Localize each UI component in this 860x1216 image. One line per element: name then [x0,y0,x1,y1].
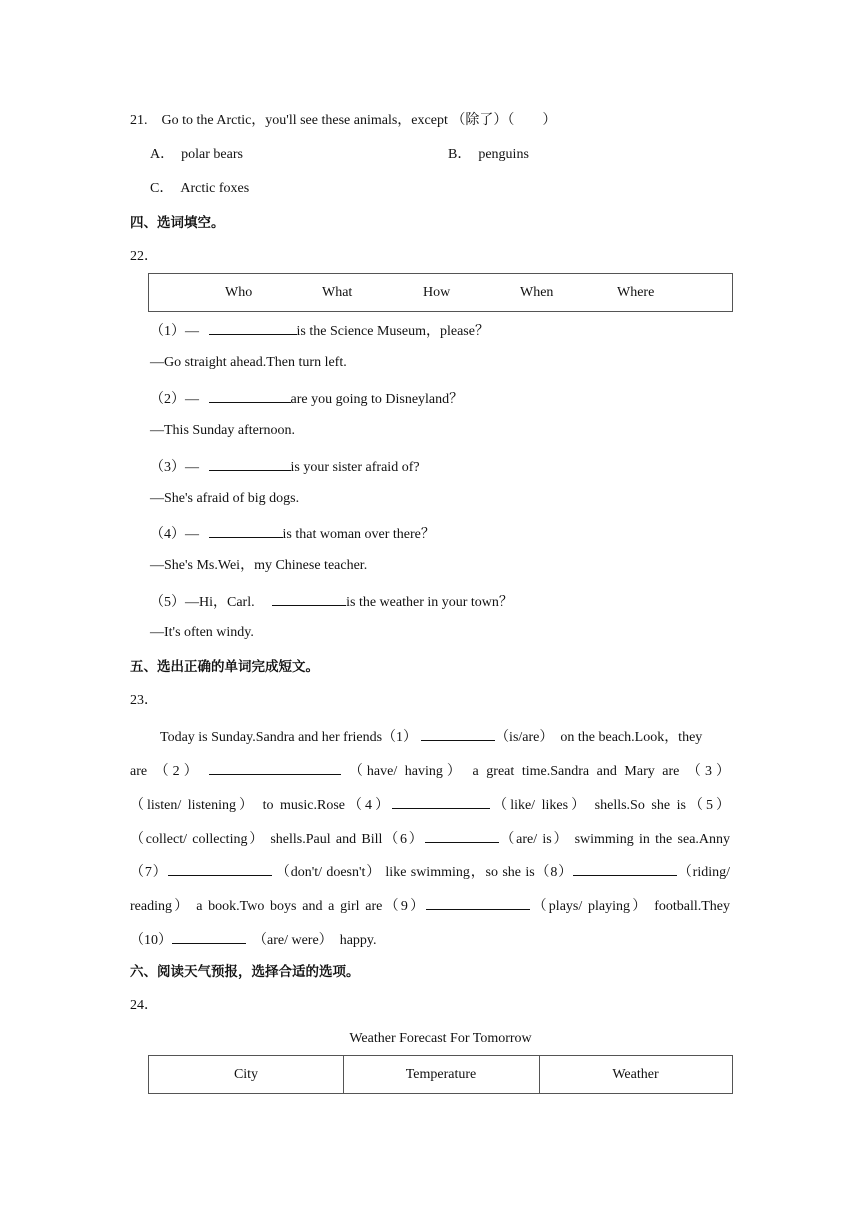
item-suffix: is the Science Museum，please？ [296,324,489,339]
passage-text: happy. [339,933,377,948]
word-bank-word: Who [225,284,253,300]
option-text: polar bears [181,147,243,162]
passage-text: （2） [154,764,202,779]
passage-line-4 [130,828,730,849]
passage-line-3 [130,794,730,815]
table-title: Weather Forecast For Tomorrow [349,1031,532,1046]
word-bank-word: What [322,284,353,300]
passage-text: （7） [130,865,168,880]
answer-blank-7[interactable] [168,861,272,876]
word-choice: （don't/ doesn't） [275,865,382,880]
word-choice: reading） [130,899,191,914]
answer-blank[interactable] [209,523,283,538]
answer-blank[interactable] [209,388,291,403]
option-letter: C． [150,181,174,196]
table-header-city: City [233,1066,259,1082]
answer-blank-8[interactable] [573,861,677,876]
table-header-weather: Weather [612,1066,659,1082]
word-choice: （collect/ collecting） [130,832,266,847]
passage-text: shells.Paul and Bill（6） [270,832,425,847]
item-answer: —This Sunday afternoon. [150,423,296,438]
item-prefix: （2）— [150,392,199,407]
answer-blank[interactable] [209,320,297,335]
passage-text: like swimming，so she is（8） [385,865,573,880]
word-bank-word: How [423,284,451,300]
passage-line-5 [130,861,730,882]
passage-text: and [596,764,617,779]
word-bank-word: When [520,284,554,300]
q21-option-a[interactable] [150,146,243,164]
passage-line-2 [130,760,730,781]
item-suffix: is that woman over there？ [282,527,435,542]
answer-blank-1[interactable] [421,726,495,741]
table-header-temperature: Temperature [405,1066,477,1082]
section-title: 六、阅读天气预报，选择合适的选项。 [130,964,360,980]
passage-text: （10） [130,933,172,948]
answer-blank-10[interactable] [172,929,246,944]
passage-text: Mary [624,764,655,779]
question-number: 22． [130,249,158,264]
passage-text: time.Sandra [521,764,590,779]
section-title: 四、选词填空。 [130,215,225,231]
word-choice: （are/ were） [253,933,333,948]
weather-table [148,1055,733,1094]
answer-blank-2[interactable] [209,760,341,775]
word-choice: （like/ likes） [490,798,589,813]
word-bank-word: Where [617,284,655,300]
item-suffix: is the weather in your town？ [346,595,513,610]
item-answer: —She's Ms.Wei，my Chinese teacher. [150,558,368,573]
passage-text: a book.Two boys and a girl are（9） [196,899,427,914]
fill-item-1 [150,320,489,341]
option-letter: A． [150,147,175,162]
item-answer: —She's afraid of big dogs. [150,491,300,506]
passage-text: a [472,764,479,779]
answer-blank[interactable] [209,456,291,471]
word-bank-box [148,273,733,312]
word-choice: （riding/ [677,865,731,880]
answer-blank-4[interactable] [392,794,490,809]
answer-blank-9[interactable] [426,895,530,910]
passage-line-6 [130,895,730,916]
option-text: penguins [478,147,529,162]
fill-item-2 [150,388,463,409]
option-text: Arctic foxes [180,181,250,196]
word-choice: （have/ having） [348,764,465,779]
item-answer: —Go straight ahead.Then turn left. [150,355,347,370]
passage-text: football.They [654,899,730,914]
passage-text: swimming in the sea.Anny [574,832,731,847]
item-answer: —It's often windy. [150,625,254,640]
fill-item-3 [150,456,420,477]
passage-line-1 [160,726,702,747]
word-choice: （are/ is） [498,832,570,847]
option-letter: B． [448,147,472,162]
item-prefix: （3）— [150,460,199,475]
passage-text: to music.Rose（4） [262,798,393,813]
passage-text: are [662,764,680,779]
passage-text: Today is Sunday.Sandra and her friends（1） [160,730,418,745]
fill-item-4 [150,523,435,544]
item-prefix: （4）— [150,527,199,542]
question-number: 23． [130,693,158,708]
question-number: 24． [130,998,158,1013]
item-suffix: are you going to Disneyland？ [290,392,464,407]
passage-line-7 [130,929,377,950]
fill-item-5 [150,591,513,612]
section-title: 五、选出正确的单词完成短文。 [130,659,319,675]
word-choice: （is/are） [495,730,554,745]
q21-option-b[interactable] [448,146,529,164]
item-suffix: is your sister afraid of? [290,460,420,475]
passage-text: shells.So she is（5） [594,798,731,813]
passage-text: （3） [686,764,731,779]
passage-text: are [130,764,148,779]
answer-blank[interactable] [272,591,346,606]
q21-option-c[interactable] [150,180,249,198]
q21-stem: 21. Go to the Arctic，you'll see these animals，except （除了）（ ） [130,113,557,128]
word-choice: （plays/ playing） [530,899,649,914]
answer-blank-6[interactable] [425,828,499,843]
item-prefix: （1）— [150,324,199,339]
passage-text: great [486,764,515,779]
word-choice: （listen/ listening） [130,798,257,813]
passage-text: on the beach.Look，they [560,730,703,745]
item-prefix: （5）—Hi，Carl. [150,595,255,610]
